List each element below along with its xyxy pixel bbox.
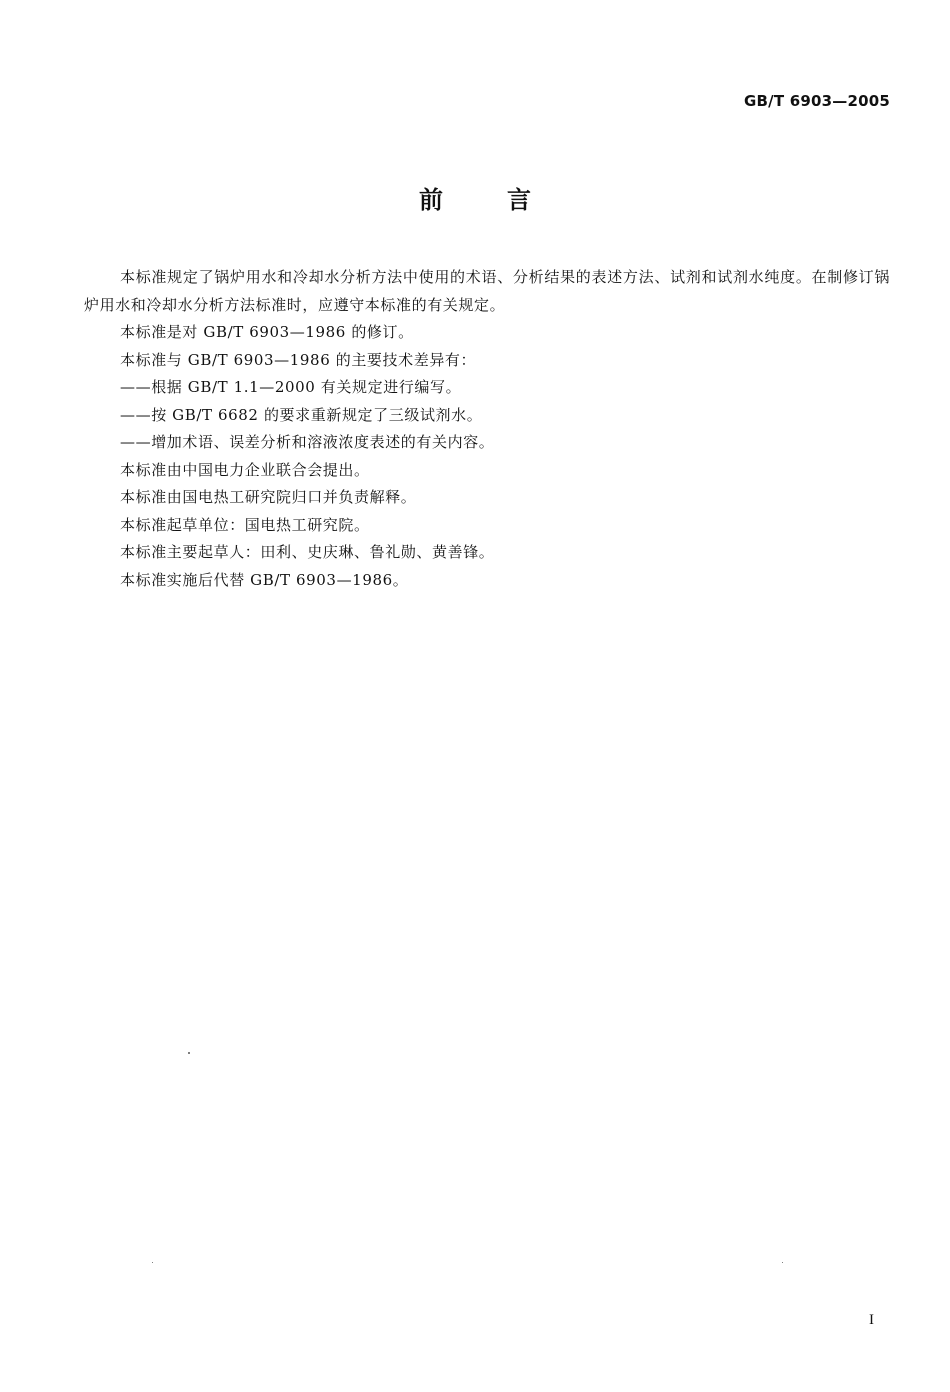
- title-char-2: 言: [507, 186, 531, 214]
- list-item: ——按 GB/T 6682 的要求重新规定了三级试剂水。: [120, 405, 483, 424]
- page-number: I: [869, 1312, 874, 1328]
- paragraph-drafters: 本标准主要起草人：田利、史庆琳、鲁礼勋、黄善锋。: [120, 543, 495, 561]
- paragraph-responsibility: 本标准由国电热工研究院归口并负责解释。: [120, 488, 417, 506]
- paragraph-proposer: 本标准由中国电力企业联合会提出。: [120, 460, 370, 479]
- list-item: ——增加术语、误差分析和溶液浓度表述的有关内容。: [120, 433, 495, 451]
- title-char-1: 前: [419, 186, 443, 214]
- page-title: [0, 180, 950, 215]
- paragraph-revision: 本标准是对 GB/T 6903—1986 的修订。: [120, 323, 414, 341]
- foreword-body: [84, 264, 890, 594]
- list-item: ——根据 GB/T 1.1—2000 有关规定进行编写。: [120, 378, 462, 396]
- scan-speck: [782, 1262, 783, 1263]
- paragraph-scope: 本标准规定了锅炉用水和冷却水分析方法中使用的术语、分析结果的表述方法、试剂和试剂水纯度。在制修订锅炉用水和冷却水分析方法标准时，应遵守本标准的有关规定。: [84, 268, 890, 314]
- paragraph-replacement: 本标准实施后代替 GB/T 6903—1986。: [120, 570, 409, 589]
- standard-code: GB/T 6903—2005: [744, 92, 890, 110]
- scan-speck: [152, 1262, 153, 1263]
- scan-speck: [188, 1052, 190, 1054]
- paragraph-drafting-unit: 本标准起草单位：国电热工研究院。: [120, 515, 370, 534]
- paragraph-differences-intro: 本标准与 GB/T 6903—1986 的主要技术差异有：: [120, 350, 477, 369]
